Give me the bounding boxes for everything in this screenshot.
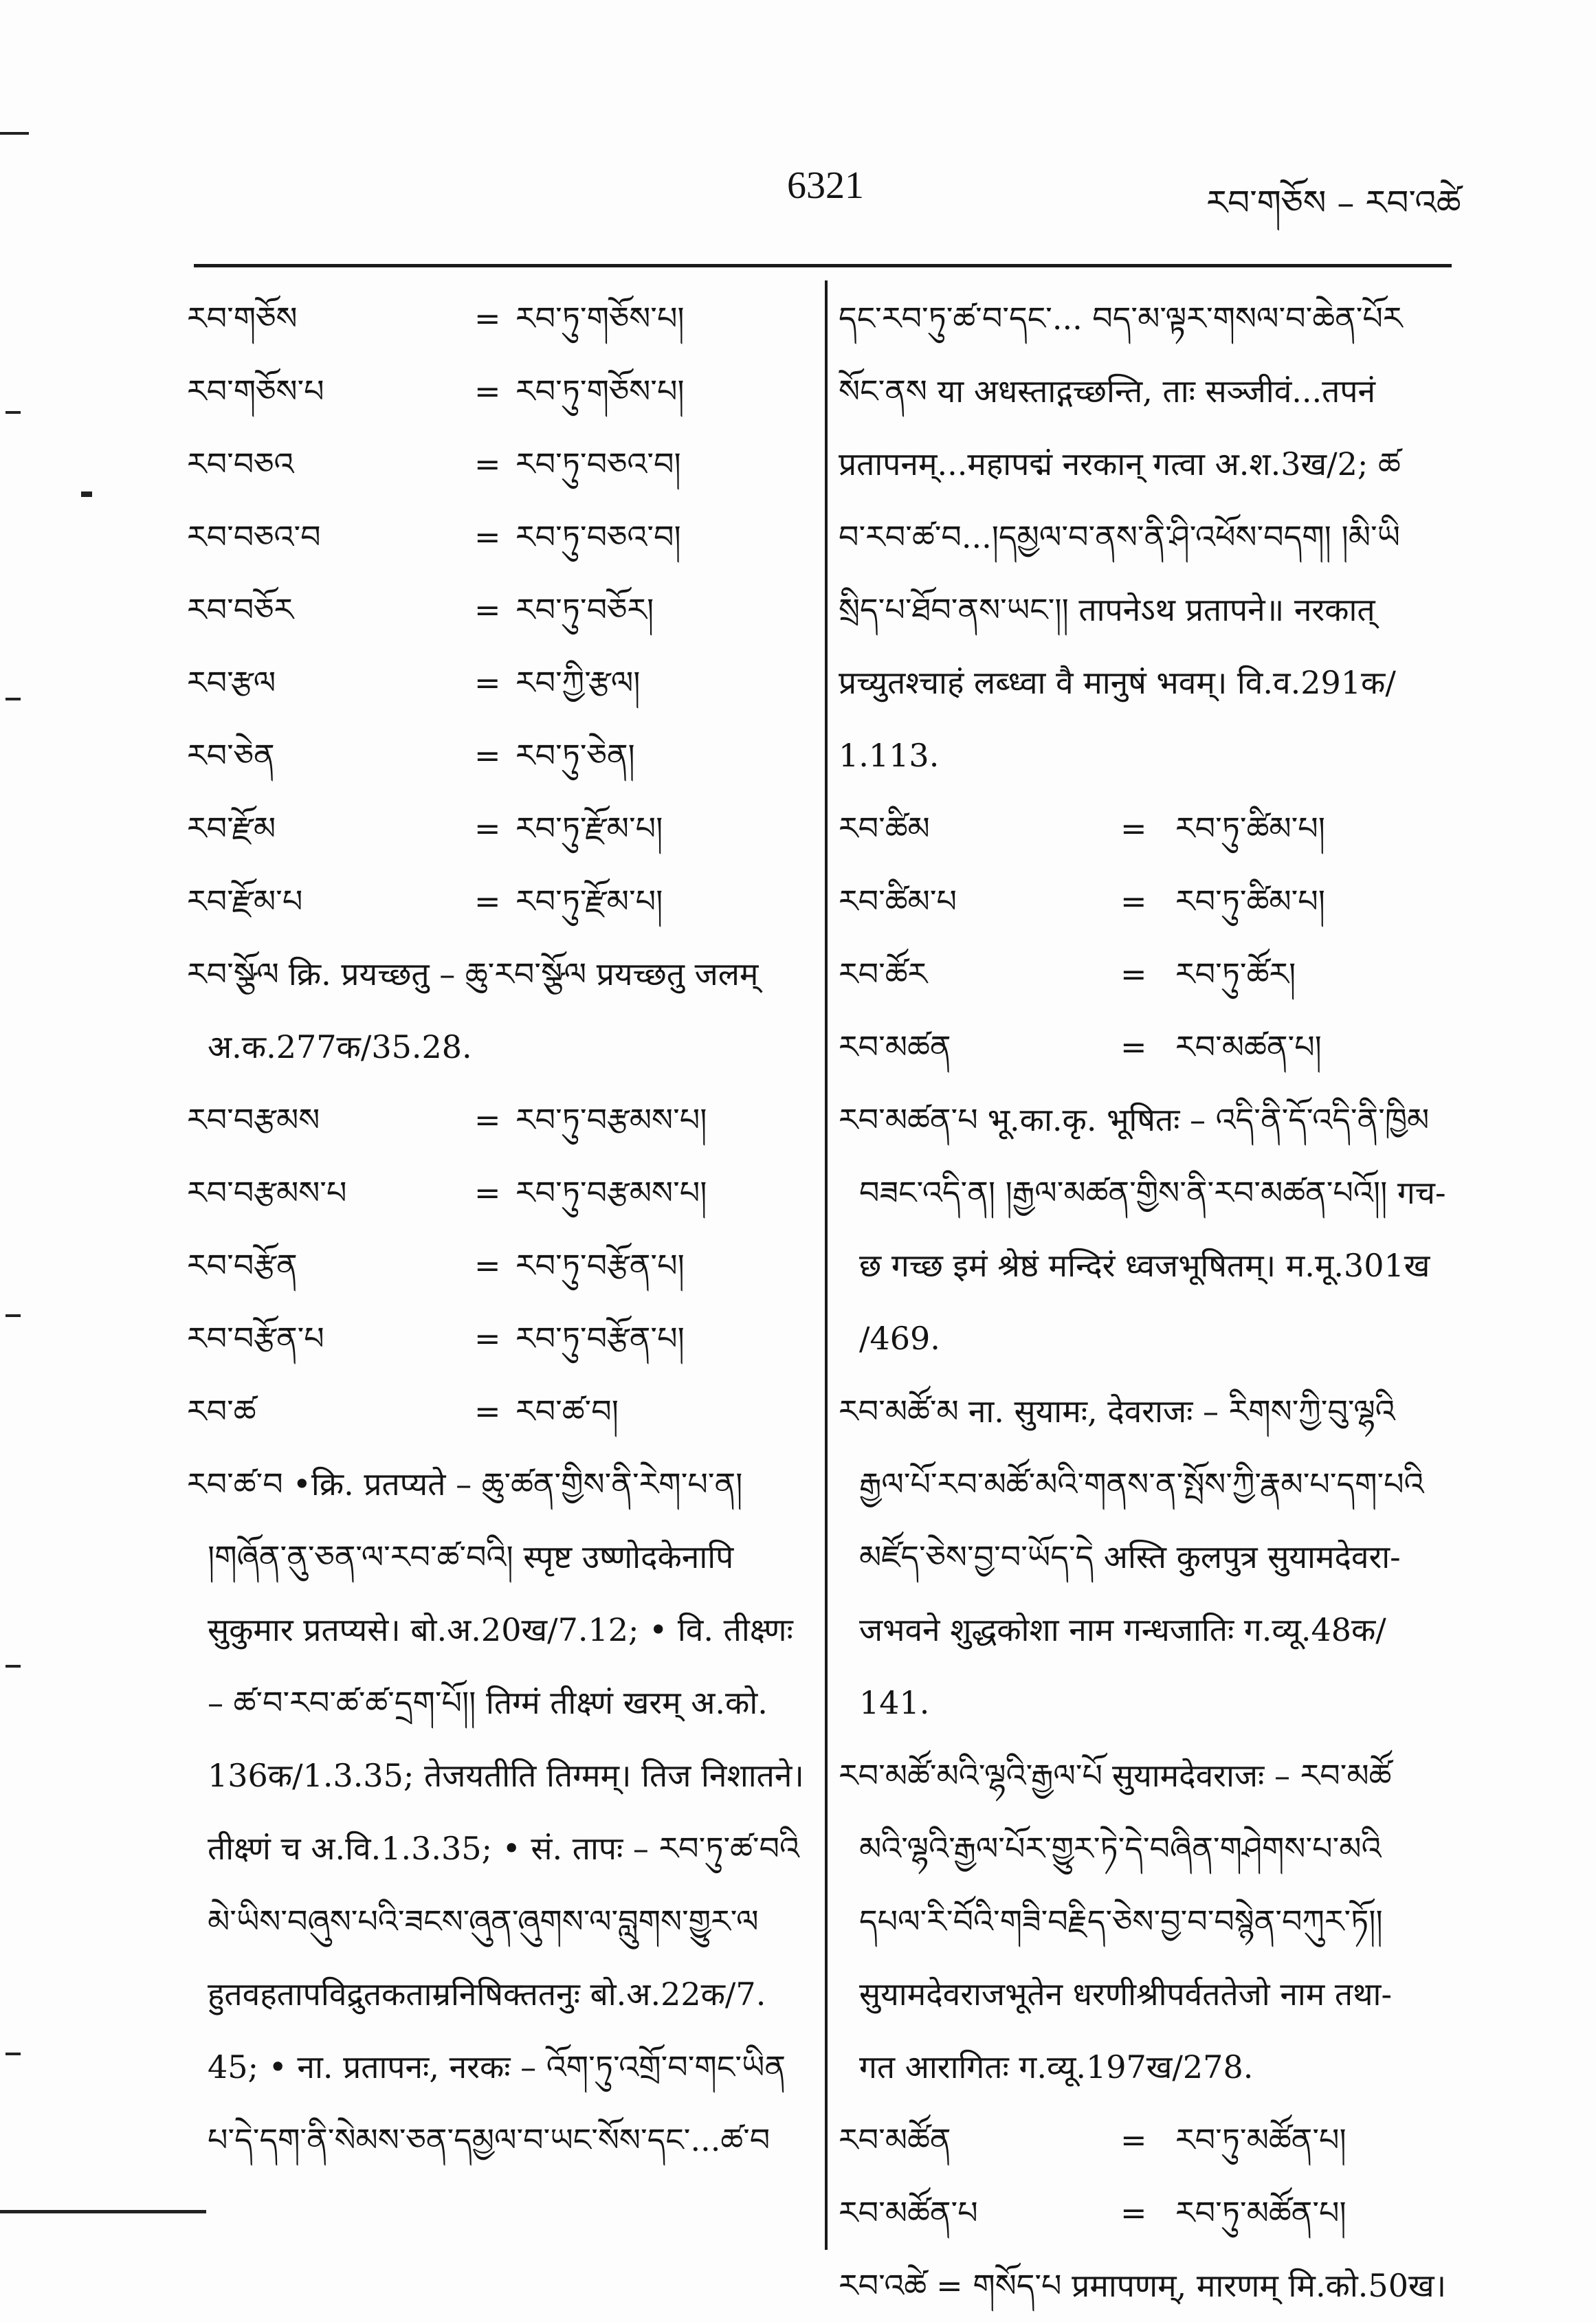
xref-entry <box>187 1302 806 1375</box>
equals-sign: = <box>474 300 501 337</box>
dictionary-entry <box>187 1448 806 2176</box>
dictionary-entry <box>839 1739 1454 2103</box>
right-column <box>839 282 1454 2322</box>
scan-edge-mark <box>5 411 21 414</box>
headword: རབ་མཚན <box>839 1028 951 1065</box>
equals-sign: = <box>474 810 501 847</box>
xref-entry <box>187 355 806 428</box>
xref-entry <box>187 573 806 646</box>
top-rule <box>194 264 1452 267</box>
xref-target: རབ་ཏུ་བཅོར། <box>516 591 654 628</box>
equals-sign: = <box>474 373 501 410</box>
definition-line: छ गच्छ इमं श्रेष्ठं मन्दिरं ध्वजभूषितम्। म.मू.301ख <box>859 1247 1430 1284</box>
xref-entry <box>187 865 806 938</box>
xref-target: རབ་ཏུ་མཚོན་པ། <box>1175 2194 1346 2231</box>
xref-entry <box>187 719 806 792</box>
xref-target: རབ་ཚ་བ། <box>516 1393 619 1430</box>
headword: རབ་ཚོར <box>839 955 928 993</box>
equals-sign: = <box>474 883 501 920</box>
definition-line: དཔལ་རི་བོའི་གཟི་བརྗིད་ཅེས་བྱ་བ་བསྙེན་བཀུར་ཏོ།། <box>859 1903 1383 1940</box>
xref-entry <box>187 792 806 865</box>
definition-line: པ་དེ་དག་ནི་སེམས་ཅན་དམྱལ་བ་ཡང་སོས་དང་...ཚ་བ <box>208 2121 771 2158</box>
equals-sign: = <box>474 591 501 628</box>
headword: རབ་བརྩམས <box>187 1101 320 1138</box>
page-number: 6321 <box>787 164 864 207</box>
xref-target: རབ་ཏུ་བཅའ་བ། <box>516 518 681 555</box>
headword: རབ་བརྩམས་པ <box>187 1174 347 1211</box>
xref-entry <box>839 2103 1454 2176</box>
xref-target: རབ་ཏུ་ཚོར། <box>1175 955 1296 993</box>
equals-sign: = <box>474 1393 501 1430</box>
headword: རབ་མཚོ་མ <box>839 1393 959 1430</box>
citation-line: /469. <box>859 1320 940 1357</box>
xref-target: རབ་ཏུ་གཅོས་པ། <box>516 300 685 337</box>
definition-line: སྲིད་པ་ཐོབ་ནས་ཡང་།། तापनेऽथ प्रतापने॥ नरकात् <box>839 591 1375 628</box>
citation-line: 141. <box>859 1684 930 1721</box>
xref-target: རབ་ཏུ་གཅོས་པ། <box>516 373 685 410</box>
xref-entry <box>187 1083 806 1156</box>
xref-target: རབ་ཏུ་ཚིམ་པ། <box>1175 883 1325 920</box>
equals-sign: = <box>474 664 501 701</box>
headword: རབ་མཚན་པ <box>839 1101 978 1138</box>
headword: རབ་རྩལ <box>187 664 276 701</box>
headword: རབ་རྫོམ་པ <box>187 883 303 920</box>
headword: རབ་མཚོན་པ <box>839 2194 978 2231</box>
equals-sign: = <box>474 737 501 774</box>
definition-line: དང་རབ་ཏུ་ཚ་བ་དང་... བད་མ་ལྟར་གསལ་བ་ཆེན་པོར <box>839 300 1403 337</box>
headword: རབ་ཅེན <box>187 737 275 774</box>
definition-line: तीक्ष्णं च अ.वि.1.3.35; • सं. तापः – རབ་ཏུ་ཚ་བའི <box>208 1830 799 1867</box>
xref-target: རབ་ཏུ་བརྩམས་པ། <box>516 1101 707 1138</box>
headword: རབ་བཅོར <box>187 591 294 628</box>
equals-sign: = <box>1120 1028 1147 1065</box>
equals-sign: = <box>474 518 501 555</box>
entry-continuation <box>839 282 1454 792</box>
equals-sign: = <box>1120 2121 1147 2158</box>
xref-entry <box>839 865 1454 938</box>
xref-target: རབ་ཏུ་ཚིམ་པ། <box>1175 810 1325 847</box>
dictionary-entry <box>839 1375 1454 1739</box>
definition-line: མའི་ལྷའི་རྒྱལ་པོར་གྱུར་ཏེ་དེ་བཞིན་གཤེགས་པ་མའི <box>859 1830 1382 1867</box>
scan-edge-mark <box>5 2053 21 2055</box>
xref-target: རབ་མཚན་པ། <box>1175 1028 1322 1065</box>
equals-sign: = <box>1120 2194 1147 2231</box>
equals-sign: = <box>1120 810 1147 847</box>
definition-line: །གཞོན་ནུ་ཅན་ལ་རབ་ཚ་བའི། स्पृष्ट उष्णोदकेनापि <box>208 1538 734 1575</box>
headword: རབ་བཅའ་བ <box>187 518 321 555</box>
xref-target: རབ་ཏུ་མཚོན་པ། <box>1175 2121 1346 2158</box>
definition-line: མེ་ཡིས་བཞུས་པའི་ཟངས་ཞུན་ཞུགས་ལ་བླུགས་གྱུར་ལ <box>208 1903 759 1940</box>
headword: རབ་རྫོམ <box>187 810 276 847</box>
headword: རབ་བཅའ <box>187 445 294 483</box>
headword: རབ་ཚ <box>187 1393 256 1430</box>
xref-entry <box>187 428 806 500</box>
headword: རབ་བརྩོན <box>187 1247 298 1284</box>
xref-entry <box>839 2176 1454 2249</box>
citation-line: गत आरागितः ग.व्यू.197ख/278. <box>859 2048 1254 2086</box>
headword: རབ་ཚ་བ <box>187 1466 283 1503</box>
definition-text: ना. सुयामः, देवराजः – རིགས་ཀྱི་བུ་ལྷའི <box>968 1393 1395 1430</box>
scan-edge-mark <box>5 698 21 700</box>
headword: རབ་ཚིམ <box>839 810 930 847</box>
left-column <box>187 282 806 2176</box>
definition-line: सुयामदेवराजभूतेन धरणीश्रीपर्वततेजो नाम तथा- <box>859 1976 1392 2013</box>
headword: རབ་མཚོ་མའི་ལྷའི་རྒྱལ་པོ <box>839 1757 1102 1794</box>
scan-edge-mark <box>5 1665 21 1668</box>
scan-edge-mark <box>5 1314 21 1317</box>
xref-entry <box>187 1375 806 1448</box>
definition-line: རྒྱལ་པོ་རབ་མཚོ་མའི་གནས་ན་སྤོས་ཀྱི་རྣམ་པ་དག་པའི <box>859 1466 1424 1503</box>
definition-line: 45; • ना. प्रतापनः, नरकः – འོག་ཏུ་འགྲོ་བ་གང་ཡིན <box>208 2048 786 2086</box>
xref-target: རབ་ཏུ་རྫོམ་པ། <box>516 810 663 847</box>
definition-line: མཛོད་ཅེས་བྱ་བ་ཡོད་དེ अस्ति कुलपुत्र सुयामदेवरा- <box>859 1538 1401 1575</box>
definition-line: हुतवहतापविद्रुतकताम्रनिषिक्ततनुः बो.अ.22क/7. <box>208 1976 766 2013</box>
xref-entry <box>839 792 1454 865</box>
xref-target: རབ་ཏུ་བརྩོན་པ། <box>516 1247 685 1284</box>
running-head: རབ་གཅོས – རབ་འཚེ <box>1206 183 1461 223</box>
definition-line: सुकुमार प्रतप्यसे। बो.अ.20ख/7.12; • वि. तीक्ष्णः <box>208 1611 793 1648</box>
xref-target: རབ་ཏུ་ཅེན། <box>516 737 635 774</box>
equals-sign: = <box>1120 955 1147 993</box>
dictionary-entry <box>839 2249 1454 2322</box>
definition-line: སོང་ནས या अधस्ताद्गच्छन्ति, ताः सञ्जीवं...तपनं <box>839 373 1376 410</box>
dictionary-entry <box>839 1083 1454 1375</box>
xref-entry <box>187 646 806 719</box>
definition-line: བ་རབ་ཚ་བ...།དམྱལ་བ་ནས་ནི་ཤི་འཕོས་བདག། །མི་ཡི <box>839 518 1401 555</box>
equals-sign: = <box>1120 883 1147 920</box>
xref-entry <box>187 282 806 355</box>
definition-line: प्रतापनम्...महापद्मं नरकान् गत्वा अ.श.3ख/2; ཚ <box>839 445 1401 483</box>
xref-target: རབ་ཏུ་བཅའ་བ། <box>516 445 681 483</box>
definition-text: •क्रि. प्रतप्यते – ཆུ་ཚན་གྱིས་ནི་རེག་པ་ན། <box>292 1466 743 1503</box>
column-divider <box>825 280 828 2250</box>
definition-text: सुयामदेवराजः – རབ་མཚོ <box>1111 1757 1392 1794</box>
headword: རབ་སྩོལ <box>187 955 279 993</box>
citation-line: 1.113. <box>839 737 940 774</box>
definition-line: 136क/1.3.35; तेजयतीति तिग्मम्। तिज निशातने। <box>208 1757 804 1794</box>
xref-entry <box>187 500 806 573</box>
equals-sign: = <box>474 1247 501 1284</box>
xref-entry <box>839 938 1454 1010</box>
scan-bottom-rule <box>0 2210 206 2213</box>
xref-entry <box>839 1010 1454 1083</box>
headword: རབ་འཚེ <box>839 2267 927 2304</box>
definition-line: བཟང་འདི་ན། །རྒྱལ་མཚན་གྱིས་ནི་རབ་མཚན་པའོ།། गच- <box>859 1174 1446 1211</box>
xref-target: རབ་ཀྱི་རྩལ། <box>516 664 641 701</box>
definition-text: क्रि. प्रयच्छतु – ཆུ་རབ་སྩོལ प्रयच्छतु जलम् <box>288 955 759 993</box>
citation-line: अ.क.277क/35.28. <box>208 1028 472 1065</box>
xref-target: རབ་ཏུ་བརྩོན་པ། <box>516 1320 685 1357</box>
scan-edge-mark <box>0 132 29 135</box>
definition-line: जभवने शुद्धकोशा नाम गन्धजातिः ग.व्यू.48क/ <box>859 1611 1386 1648</box>
xref-entry <box>187 1229 806 1302</box>
equals-sign: = <box>474 445 501 483</box>
equals-sign: = <box>474 1101 501 1138</box>
scan-edge-mark <box>81 491 92 497</box>
headword: རབ་གཅོས་པ <box>187 373 324 410</box>
xref-target: རབ་ཏུ་བརྩམས་པ། <box>516 1174 707 1211</box>
headword: རབ་ཚིམ་པ <box>839 883 957 920</box>
equals-sign: = <box>474 1174 501 1211</box>
definition-line: प्रच्युतश्चाहं लब्ध्वा वै मानुषं भवम्। वि.व.291क/ <box>839 664 1396 701</box>
headword: རབ་བརྩོན་པ <box>187 1320 324 1357</box>
headword: རབ་གཅོས <box>187 300 298 337</box>
definition-text: भू.का.कृ. भूषितः – འདི་ནི་དོ་འདི་ནི་ཁྱིམ <box>987 1101 1430 1138</box>
headword: རབ་མཚོན <box>839 2121 951 2158</box>
xref-entry <box>187 1156 806 1229</box>
dictionary-entry <box>187 938 806 1083</box>
xref-target: རབ་ཏུ་རྫོམ་པ། <box>516 883 663 920</box>
definition-line: – ཚ་བ་རབ་ཚ་ཚ་དྲག་པོ།། तिग्मं तीक्ष्णं खरम् अ.को. <box>208 1684 768 1721</box>
equals-sign: = <box>474 1320 501 1357</box>
definition-text: = གསོད་པ प्रमापणम्, मारणम् मि.को.50ख। <box>936 2267 1447 2304</box>
